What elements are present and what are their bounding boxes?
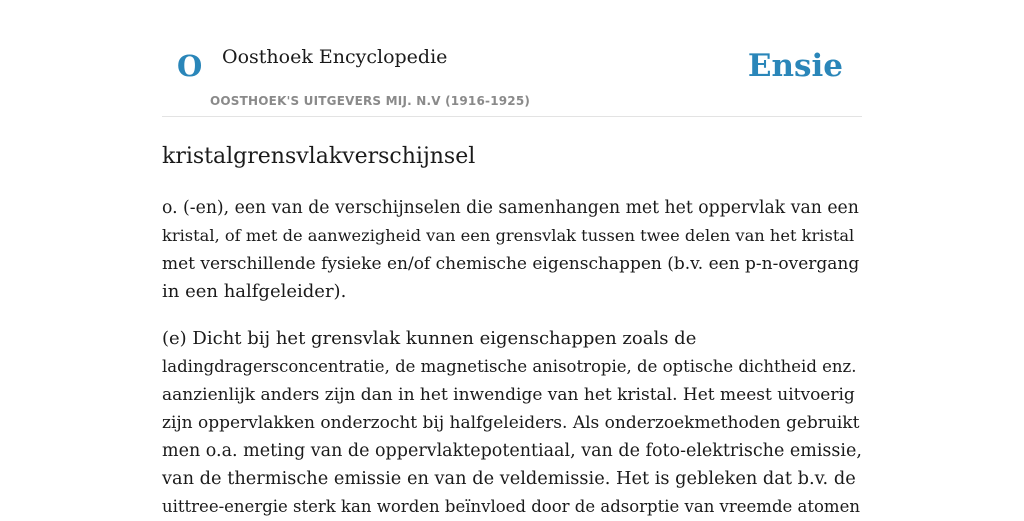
site-header: [162, 0, 862, 117]
index-letter[interactable]: O: [177, 49, 203, 83]
paragraph-line: in een halfgeleider).: [162, 281, 347, 302]
paragraph-line: o. (-en), een van de verschijnselen die samenhangen met het oppervlak van een: [162, 198, 859, 218]
paragraph-line: men o.a. meting van de oppervlaktepotentiaal, van de foto-elektrische emissie,: [162, 441, 862, 461]
encyclopedia-title[interactable]: Oosthoek Encyclopedie: [222, 46, 448, 68]
paragraph-line: (e) Dicht bij het grensvlak kunnen eigenschappen zoals de: [162, 328, 697, 349]
article-paragraph-2: [162, 325, 862, 521]
paragraph-line: uittree-energie sterk kan worden beïnvloed door de adsorptie van vreemde atomen: [162, 497, 860, 516]
paragraph-line: aanzienlijk anders zijn dan in het inwendige van het kristal. Het meest uitvoerig: [162, 385, 855, 405]
article-paragraph-1: [162, 194, 862, 306]
article-term: kristalgrensvlakverschijnsel: [162, 144, 476, 169]
paragraph-line: kristal, of met de aanwezigheid van een grensvlak tussen twee delen van het kristal: [162, 226, 855, 245]
ensie-logo[interactable]: Ensie: [747, 48, 843, 84]
publisher-subtitle: OOSTHOEK'S UITGEVERS MIJ. N.V (1916-1925): [210, 94, 531, 108]
paragraph-line: van de thermische emissie en van de veldemissie. Het is gebleken dat b.v. de: [162, 469, 856, 489]
paragraph-line: met verschillende fysieke en/of chemische eigenschappen (b.v. een p-n-overgang: [162, 254, 860, 274]
page-content: [162, 0, 862, 521]
paragraph-line: zijn oppervlakken onderzocht bij halfgeleiders. Als onderzoekmethoden gebruikt: [162, 413, 860, 433]
paragraph-line: ladingdragersconcentratie, de magnetische anisotropie, de optische dichtheid enz.: [162, 357, 857, 376]
